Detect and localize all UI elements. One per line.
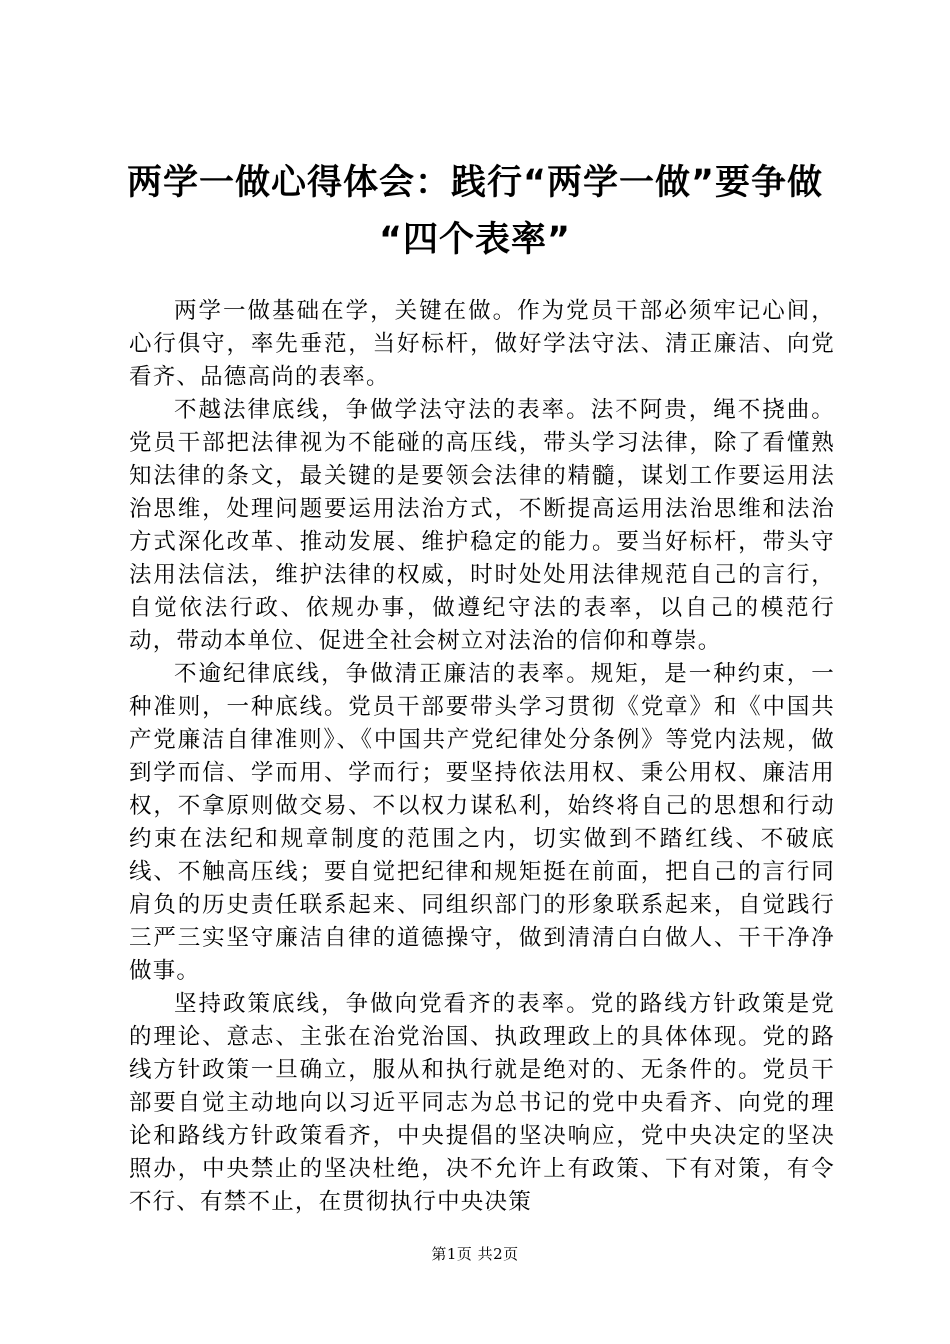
paragraph-policy: 坚持政策底线，争做向党看齐的表率。党的路线方针政策是党的理论、意志、主张在治党治国、执政理政上的具体体现。党的路线方针政策一旦确立，服从和执行就是绝对的、无条件的。党员干部要自觉主动地向以习近平同志为总书记的党中央看齐、向党的理论和路线方针政策看齐，中央提倡的坚决响应，党中央决定的坚决照办，中央禁止的坚决杜绝，决不允许上有政策、下有对策，有令不行、有禁不止，在贯彻执行中央决策 [129, 991, 835, 1215]
document-title-line-1: 两学一做心得体会：践行“两学一做”要争做 [126, 163, 823, 203]
paragraph-discipline: 不逾纪律底线，争做清正廉洁的表率。规矩，是一种约束，一种准则，一种底线。党员干部要带头学习贯彻《党章》和《中国共产党廉洁自律准则》、《中国共产党纪律处分条例》等党内法规，做到学而信、学而用、学而行；要坚持依法用权、秉公用权、廉洁用权，不拿原则做交易、不以权力谋私利，始终将自己的思想和行动约束在法纪和规章制度的范围之内，切实做到不踏红线、不破底线、不触高压线；要自觉把纪律和规矩挺在前面，把自己的言行同肩负的历史责任联系起来、同组织部门的形象联系起来，自觉践行三严三实坚守廉洁自律的道德操守，做到清清白白做人、干干净净做事。 [129, 661, 835, 984]
page-footer: 第1页 共2页 [431, 1245, 519, 1263]
document-title-line-2: “四个表率” [378, 220, 571, 260]
document-body [129, 295, 835, 1219]
paragraph-law: 不越法律底线，争做学法守法的表率。法不阿贵，绳不挠曲。党员干部把法律视为不能碰的高压线，带头学习法律，除了看懂熟知法律的条文，最关键的是要领会法律的精髓，谋划工作要运用法治思维，处理问题要运用法治方式，不断提高运用法治思维和法治方式深化改革、推动发展、维护稳定的能力。要当好标杆，带头守法用法信法，维护法律的权威，时时处处用法律规范自己的言行，自觉依法行政、依规办事，做遵纪守法的表率，以自己的模范行动，带动本单位、促进全社会树立对法治的信仰和尊崇。 [129, 397, 835, 654]
paragraph-intro: 两学一做基础在学，关键在做。作为党员干部必须牢记心间，心行俱守，率先垂范，当好标杆，做好学法守法、清正廉洁、向党看齐、品德高尚的表率。 [129, 298, 835, 390]
